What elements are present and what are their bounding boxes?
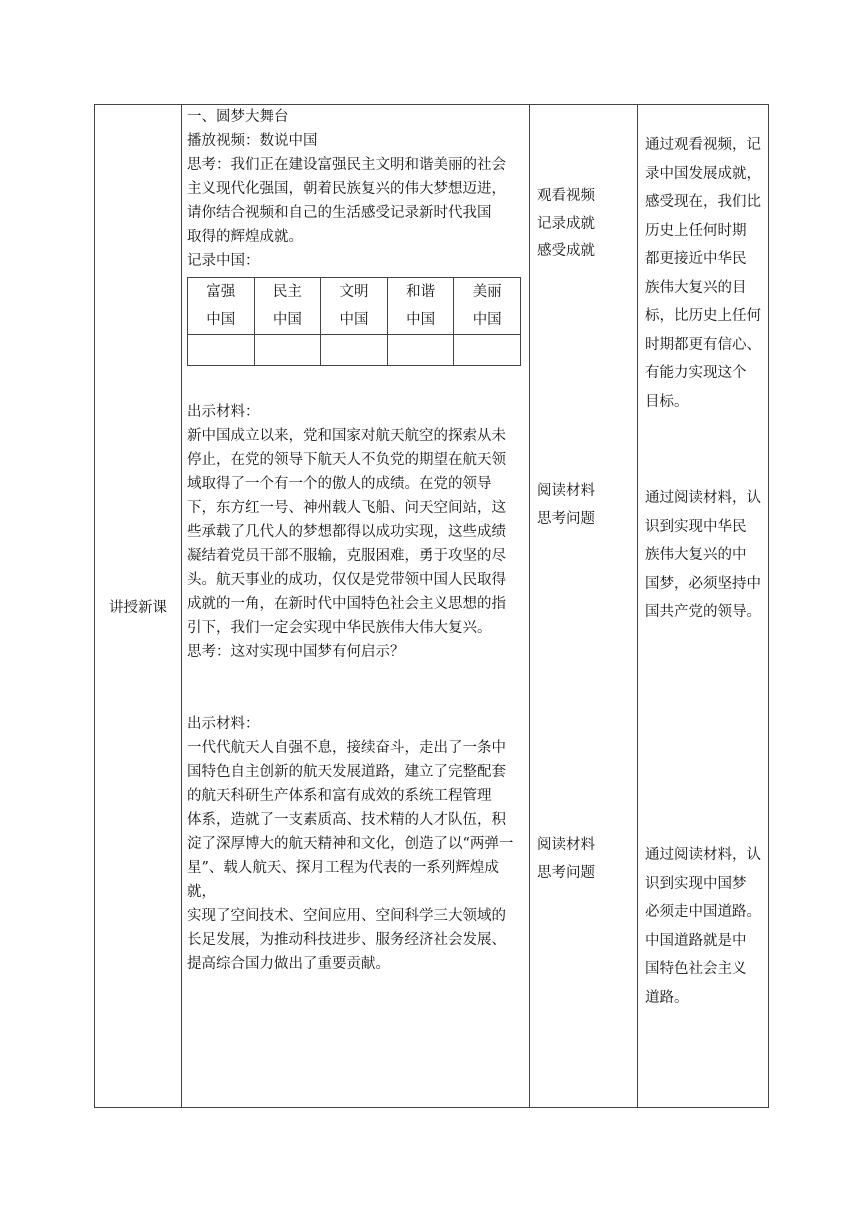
activity-line: 阅读材料: [537, 483, 595, 499]
row-label-cell: [95, 105, 181, 1107]
material-label: 出示材料：: [187, 716, 260, 732]
think-line: 思考：我们正在建设富强民主文明和谐美丽的社会: [187, 157, 506, 173]
material-line: 凝结着党员干部不服输，克服困难，勇于攻坚的尽: [187, 548, 506, 564]
intent-line: 感受现在，我们比: [645, 194, 761, 210]
think-line: 请你结合视频和自己的生活感受记录新时代我国: [187, 205, 492, 221]
intent-line: 目标。: [645, 393, 689, 410]
intent-line: 国共产党的领导。: [645, 604, 761, 620]
intent-line: 国梦，必须坚持中: [645, 575, 761, 592]
intent-line: 道路。: [645, 989, 689, 1006]
intent-line: 国特色社会主义: [645, 961, 747, 977]
column-divider: [637, 105, 638, 1107]
record-blank-cell: [254, 335, 321, 366]
intent-line: 通过阅读材料，认: [645, 847, 761, 863]
intent-line: 必须走中国道路。: [645, 904, 761, 920]
activity-line: 观看视频: [537, 188, 595, 204]
record-blank-cell: [387, 335, 454, 366]
record-header-cell: 美丽 中国: [454, 278, 521, 335]
student-activity-block: [537, 478, 637, 533]
record-blank-row: [188, 335, 521, 366]
design-intent-block: [645, 484, 761, 627]
intent-line: 标，比历史上任何: [645, 308, 761, 324]
student-activity-block: [537, 832, 637, 887]
material-line: 国特色自主创新的航天发展道路，建立了完整配套: [187, 764, 506, 780]
video-line: 播放视频：数说中国: [187, 133, 318, 149]
intent-line: 都更接近中华民: [645, 251, 747, 267]
material-line: 的航天科研生产体系和富有成效的系统工程管理: [187, 788, 492, 804]
activity-line: 思考问题: [537, 864, 595, 881]
material-line: 引下，我们一定会实现中华民族伟大伟大复兴。: [187, 620, 492, 636]
intent-line: 通过阅读材料，认: [645, 490, 761, 506]
material-line: 实现了空间技术、空间应用、空间科学三大领域的: [187, 908, 506, 924]
section-heading: 一、圆梦大舞台: [187, 109, 289, 125]
record-header-cell: 富强 中国: [188, 278, 255, 335]
material-line: 体系，造就了一支素质高、技术精的人才队伍，积: [187, 812, 506, 828]
column-divider: [181, 105, 182, 1107]
material-line: 淀了深厚博大的航天精神和文化，创造了以“两弹一: [187, 836, 514, 852]
material-line: 长足发展，为推动科技进步、服务经济社会发展、: [187, 932, 506, 948]
student-activity-block: [537, 183, 637, 266]
think-question: 思考：这对实现中国梦有何启示？: [187, 644, 405, 660]
record-header-cell: 和谐 中国: [387, 278, 454, 335]
material-line: 新中国成立以来，党和国家对航天航空的探索从未: [187, 428, 506, 444]
intent-line: 有能力实现这个: [645, 365, 747, 381]
intent-line: 族伟大复兴的中: [645, 547, 747, 563]
column-divider: [529, 105, 530, 1107]
record-header-cell: 民主 中国: [254, 278, 321, 335]
material-line: 一代代航天人自强不息，接续奋斗，走出了一条中: [187, 740, 506, 756]
row-label: 讲授新课: [109, 599, 167, 616]
material-label: 出示材料：: [187, 404, 260, 420]
material-line: 些承载了几代人的梦想都得以成功实现，这些成绩: [187, 524, 506, 540]
intent-line: 中国道路就是中: [645, 932, 747, 949]
intent-line: 通过观看视频，记: [645, 137, 761, 153]
activity-line: 阅读材料: [537, 837, 595, 853]
material-line: 停止，在党的领导下航天人不负党的期望在航天领: [187, 452, 506, 468]
intent-line: 识到实现中华民: [645, 518, 747, 535]
record-blank-cell: [188, 335, 255, 366]
activity-line: 记录成就: [537, 215, 595, 232]
material-line: 域取得了一个有一个的傲人的成绩。在党的领导: [187, 476, 492, 492]
material-line: 星”、载人航天、探月工程为代表的一系列辉煌成就，: [187, 860, 499, 900]
material-line: 提高综合国力做出了重要贡献。: [187, 956, 390, 972]
record-china-table: [187, 277, 521, 366]
intent-line: 族伟大复兴的目: [645, 279, 747, 296]
record-label: 记录中国：: [187, 253, 260, 269]
lesson-table: [94, 104, 769, 1108]
intent-line: 识到实现中国梦: [645, 875, 747, 892]
teaching-content-cell: [187, 105, 527, 976]
record-blank-cell: [454, 335, 521, 366]
record-header-row: [188, 278, 521, 335]
material-line: 成就的一角，在新时代中国特色社会主义思想的指: [187, 596, 506, 612]
material-line: 下，东方红一号、神州载人飞船、问天空间站，这: [187, 500, 506, 516]
think-line: 取得的辉煌成就。: [187, 229, 303, 245]
record-header-cell: 文明 中国: [321, 278, 388, 335]
activity-line: 思考问题: [537, 510, 595, 527]
intent-line: 历史上任何时期: [645, 222, 747, 239]
design-intent-block: [645, 841, 761, 1012]
intent-line: 时期都更有信心、: [645, 336, 761, 353]
intent-line: 录中国发展成就，: [645, 165, 761, 182]
activity-line: 感受成就: [537, 243, 595, 259]
record-blank-cell: [321, 335, 388, 366]
design-intent-block: [645, 131, 761, 416]
think-line: 主义现代化强国，朝着民族复兴的伟大梦想迈进，: [187, 181, 506, 197]
material-line: 头。航天事业的成功，仅仅是党带领中国人民取得: [187, 572, 506, 588]
